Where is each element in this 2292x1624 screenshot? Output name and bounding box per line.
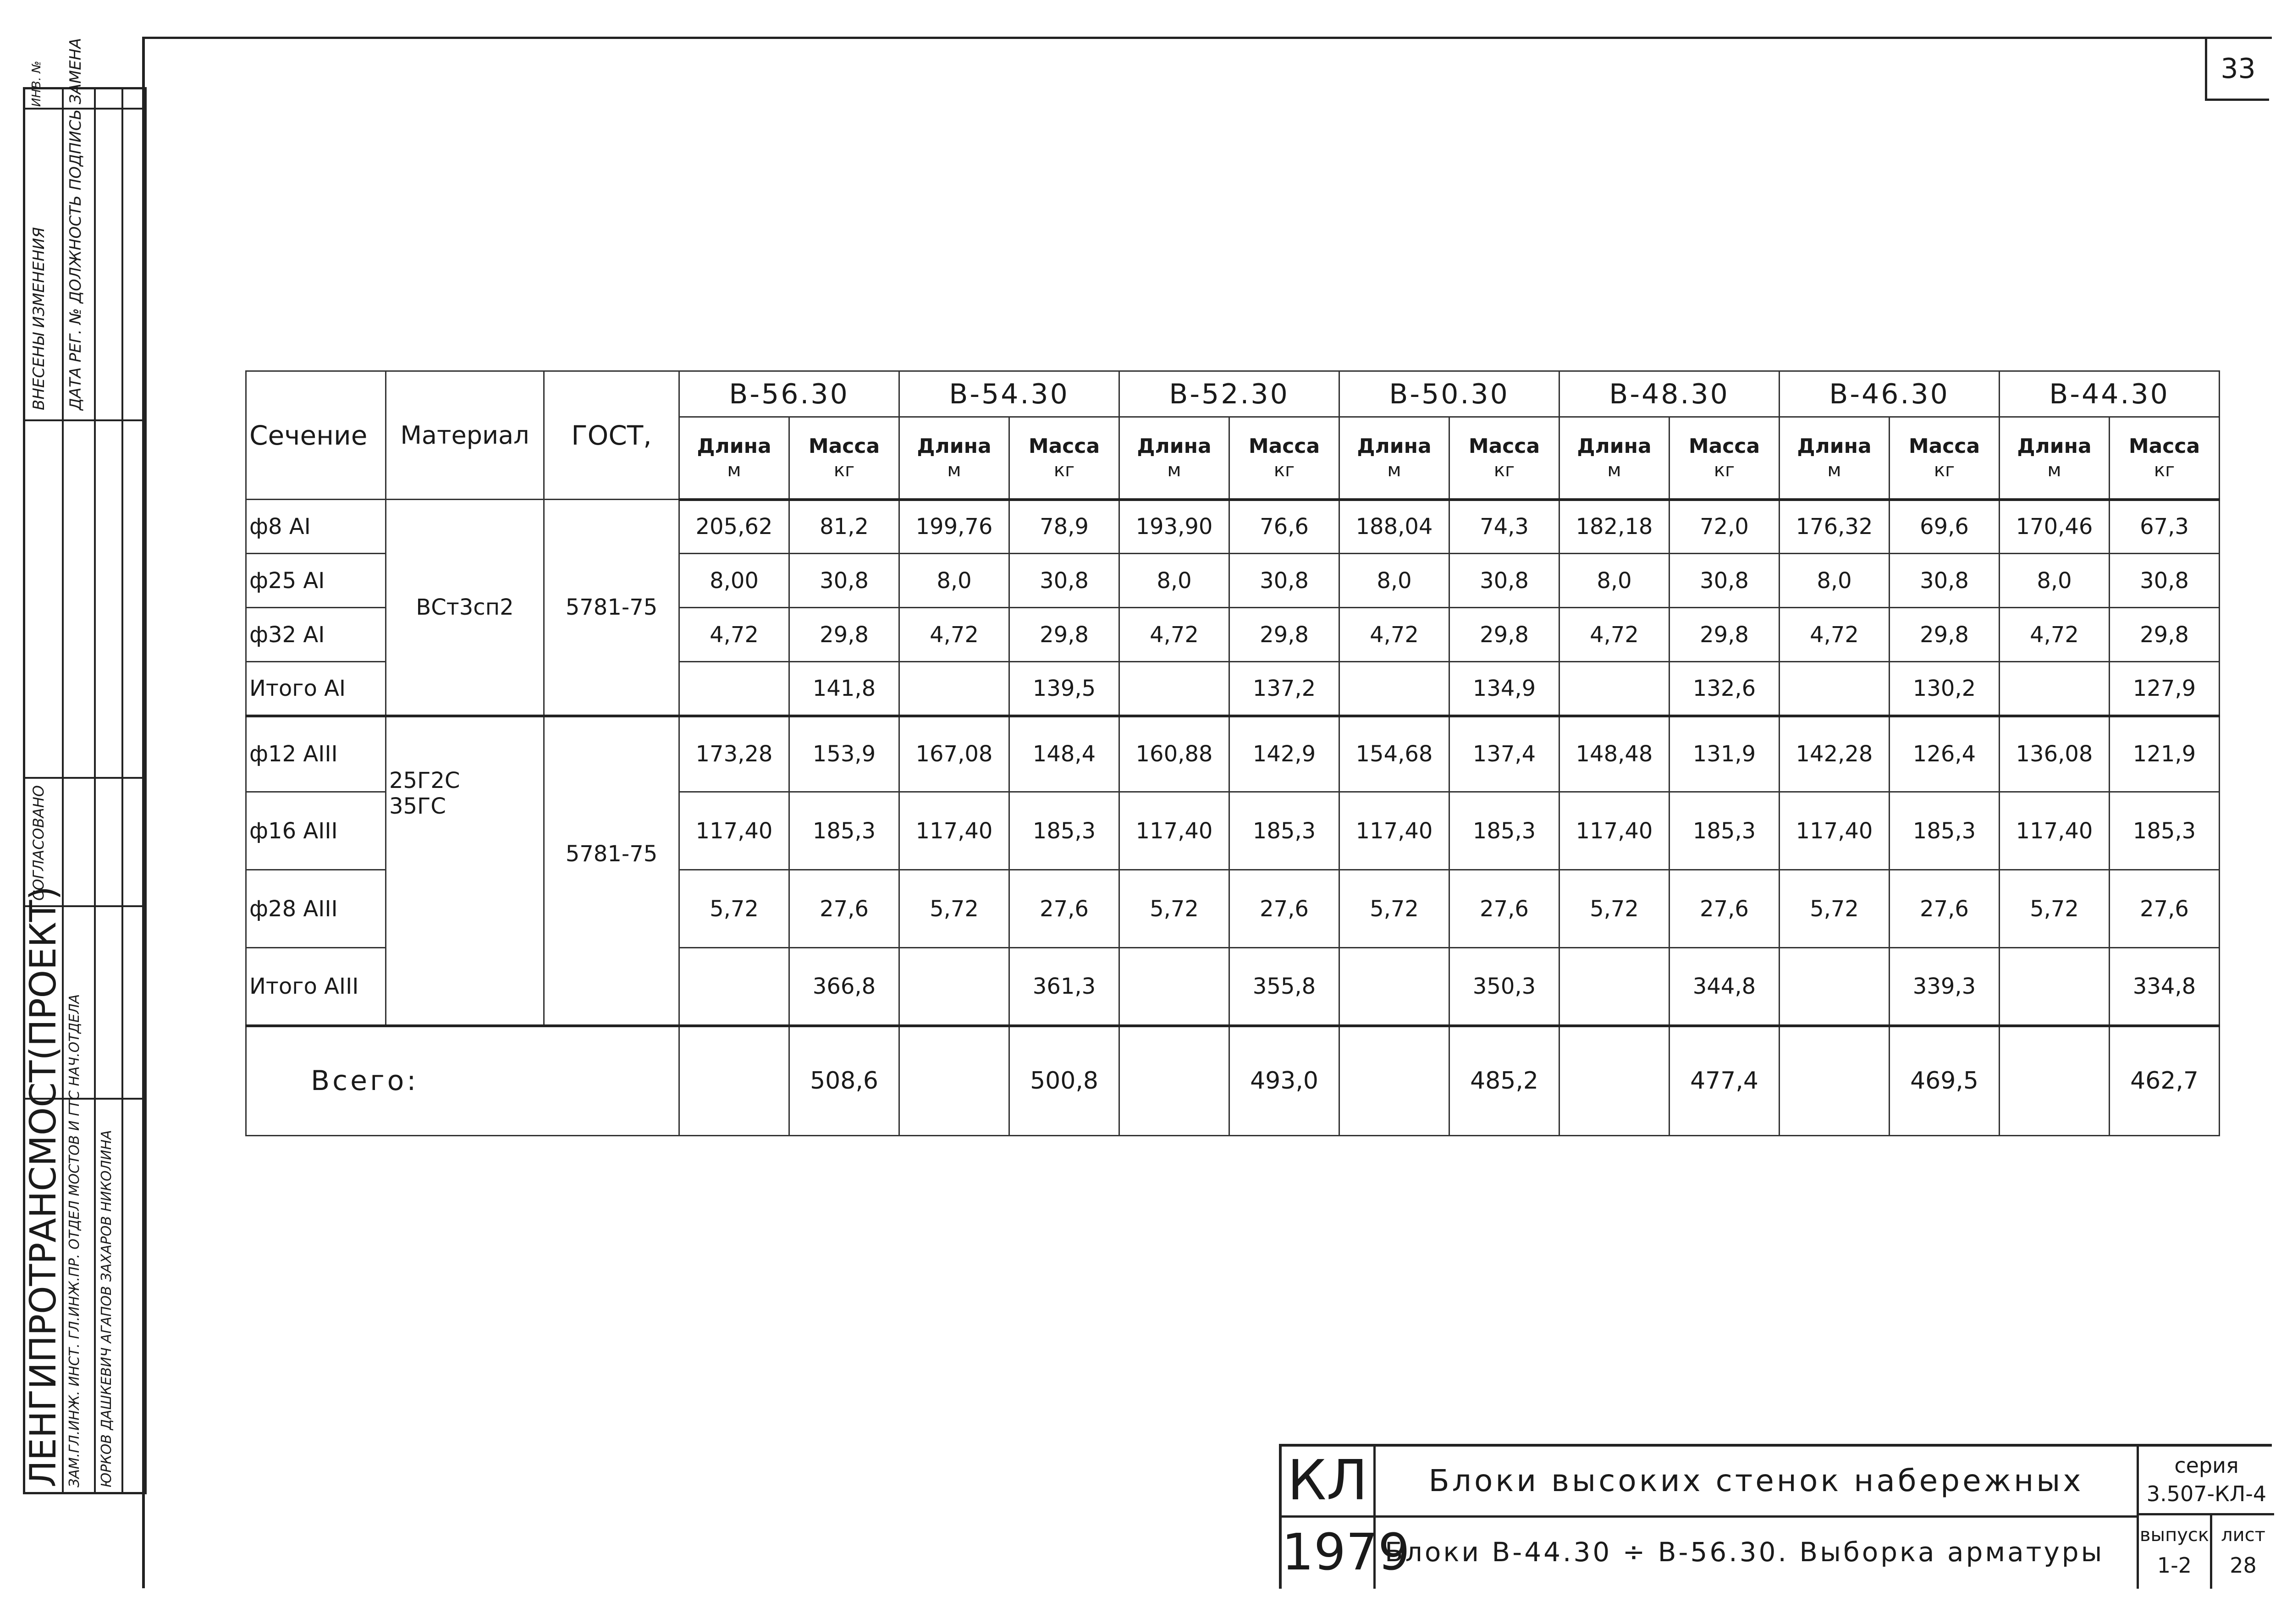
mass-cell: 132,6 [1669,662,1780,716]
length-cell: 5,72 [1119,870,1229,948]
length-cell: 117,40 [2000,792,2110,870]
series-label: серия [2174,1453,2239,1478]
total-length-cell [679,1026,789,1136]
length-cell: 117,40 [679,792,789,870]
mass-cell: 139,5 [1009,662,1119,716]
mass-cell: 361,3 [1009,948,1119,1026]
table-row [246,500,2220,554]
mass-cell: 29,8 [1009,608,1119,662]
mass-cell: 76,6 [1229,500,1339,554]
length-cell [899,662,1009,716]
mass-cell: 121,9 [2110,716,2220,792]
mass-cell: 27,6 [1669,870,1780,948]
length-cell: 205,62 [679,500,789,554]
total-mass-cell: 477,4 [1669,1026,1780,1136]
header-block: В-44.30 [2000,371,2220,417]
title-block [1279,1444,2272,1589]
length-cell: 136,08 [2000,716,2110,792]
length-cell: 117,40 [1559,792,1669,870]
mass-cell: 355,8 [1229,948,1339,1026]
length-cell: 4,72 [1119,608,1229,662]
length-cell [1339,662,1449,716]
changes-header: ВНЕСЕНЫ ИЗМЕНЕНИЯ [30,227,48,410]
length-cell [899,948,1009,1026]
mass-cell: 67,3 [2110,500,2220,554]
header-block: В-56.30 [679,371,899,417]
length-cell: 167,08 [899,716,1009,792]
header-section: Сечение [246,371,386,500]
mass-cell: 153,9 [789,716,899,792]
section-cell: ф32 АI [246,608,386,662]
mass-cell: 29,8 [1449,608,1559,662]
mass-cell: 78,9 [1009,500,1119,554]
section-cell: Итого АIII [246,948,386,1026]
sheet-label: лист [2221,1525,2265,1546]
header-mass: Масса кг [1669,417,1780,500]
total-length-cell [1559,1026,1669,1136]
length-cell: 4,72 [1780,608,1890,662]
length-cell: 8,0 [2000,554,2110,608]
total-row-group [246,1026,2220,1136]
mass-cell: 30,8 [1449,554,1559,608]
material-a1: ВСт3сп2 [386,500,544,716]
total-mass-cell: 469,5 [1890,1026,2000,1136]
length-cell: 8,0 [1559,554,1669,608]
total-length-cell [1119,1026,1229,1136]
rebar-specification-table [245,370,2220,1136]
stamp-roles: ЗАМ.ГЛ.ИНЖ. ИНСТ. ГЛ.ИНЖ.ПР. ОТДЕЛ МОСТОВ И ГТС НАЧ.ОТДЕЛА [66,994,83,1487]
header-mass: Масса кг [1449,417,1559,500]
page-number: 33 [2205,39,2269,101]
mass-cell: 137,2 [1229,662,1339,716]
gost-a1: 5781-75 [544,500,679,716]
stamp-top-label: ИНВ. № [30,61,44,107]
header-mass: Масса кг [1009,417,1119,500]
mass-cell: 344,8 [1669,948,1780,1026]
length-cell: 5,72 [2000,870,2110,948]
drawing-subtitle: Блоки В-44.30 ÷ В-56.30. Выборка арматуры [1385,1536,2105,1568]
header-mass: Масса кг [1229,417,1339,500]
mass-cell: 366,8 [789,948,899,1026]
material-a3-line2: 35ГС [389,793,446,819]
mass-cell: 30,8 [789,554,899,608]
length-cell [679,662,789,716]
length-cell: 117,40 [899,792,1009,870]
mass-cell: 339,3 [1890,948,2000,1026]
total-label: Всего: [246,1026,679,1136]
section-cell: Итого АI [246,662,386,716]
mass-cell: 29,8 [1229,608,1339,662]
table-row [246,716,2220,792]
mass-cell: 27,6 [1890,870,2000,948]
header-length: Длина м [1780,417,1890,500]
section-cell: ф28 АIII [246,870,386,948]
total-mass-cell: 493,0 [1229,1026,1339,1136]
mass-cell: 334,8 [2110,948,2220,1026]
length-cell [2000,662,2110,716]
length-cell [1559,948,1669,1026]
mass-cell: 30,8 [1669,554,1780,608]
mass-cell: 134,9 [1449,662,1559,716]
issue-label: выпуск [2139,1525,2209,1546]
material-a3-line1: 25Г2С [389,767,460,793]
material-a3 [386,716,544,1026]
length-cell: 160,88 [1119,716,1229,792]
length-cell: 182,18 [1559,500,1669,554]
mass-cell: 74,3 [1449,500,1559,554]
header-material: Материал [386,371,544,500]
length-cell: 117,40 [1780,792,1890,870]
length-cell [1339,948,1449,1026]
length-cell [679,948,789,1026]
length-cell: 173,28 [679,716,789,792]
length-cell [1780,948,1890,1026]
total-mass-cell: 485,2 [1449,1026,1559,1136]
length-cell [1119,662,1229,716]
mass-cell: 29,8 [789,608,899,662]
length-cell: 8,0 [1339,554,1449,608]
length-cell: 154,68 [1339,716,1449,792]
length-cell: 148,48 [1559,716,1669,792]
group-a3-rows [246,716,2220,1026]
mass-cell: 27,6 [2110,870,2220,948]
header-block: В-48.30 [1559,371,1780,417]
changes-columns: ДАТА РЕГ. № ДОЛЖНОСТЬ ПОДПИСЬ ЗАМЕНА [66,38,85,410]
header-block: В-46.30 [1780,371,2000,417]
length-cell: 4,72 [1339,608,1449,662]
length-cell: 4,72 [1559,608,1669,662]
total-mass-cell: 508,6 [789,1026,899,1136]
drawing-title: Блоки высоких стенок набережных [1376,1447,2137,1518]
mass-cell: 127,9 [2110,662,2220,716]
length-cell: 176,32 [1780,500,1890,554]
series-cell [2139,1447,2274,1515]
mass-cell: 185,3 [1669,792,1780,870]
issue-value: 1-2 [2157,1553,2192,1578]
issue-cell [2139,1515,2212,1589]
mass-cell: 29,8 [2110,608,2220,662]
gost-a3: 5781-75 [544,716,679,1026]
length-cell: 193,90 [1119,500,1229,554]
institute-name: ЛЕНГИПРОТРАНСМОСТ(ПРОЕКТ) [23,886,64,1487]
mass-cell: 185,3 [1229,792,1339,870]
left-stamp [23,38,147,1494]
mass-cell: 137,4 [1449,716,1559,792]
total-mass-cell: 462,7 [2110,1026,2220,1136]
mass-cell: 148,4 [1009,716,1119,792]
mass-cell: 185,3 [2110,792,2220,870]
section-cell: ф25 АI [246,554,386,608]
mass-cell: 69,6 [1890,500,2000,554]
mass-cell: 141,8 [789,662,899,716]
mass-cell: 27,6 [1009,870,1119,948]
length-cell: 142,28 [1780,716,1890,792]
length-cell: 5,72 [1780,870,1890,948]
header-length: Длина м [899,417,1009,500]
year: 1979 [1282,1515,1376,1589]
sheet-cell [2212,1515,2274,1589]
header-mass: Масса кг [2110,417,2220,500]
mass-cell: 185,3 [1890,792,2000,870]
header-block: В-50.30 [1339,371,1559,417]
section-cell: ф16 АIII [246,792,386,870]
total-length-cell [899,1026,1009,1136]
length-cell: 8,0 [899,554,1009,608]
length-cell: 5,72 [1559,870,1669,948]
sheet-value: 28 [2230,1553,2257,1578]
length-cell: 8,0 [1119,554,1229,608]
stamp-names: ЮРКОВ ДАШКЕВИЧ АГАПОВ ЗАХАРОВ НИКОЛИНА [99,1130,115,1487]
length-cell: 117,40 [1119,792,1229,870]
agreed-label: СОГЛАСОВАНО [30,785,47,901]
length-cell: 4,72 [899,608,1009,662]
mass-cell: 126,4 [1890,716,2000,792]
length-cell: 8,0 [1780,554,1890,608]
mass-cell: 185,3 [789,792,899,870]
group-a1-rows [246,500,2220,716]
header-block: В-54.30 [899,371,1119,417]
length-cell: 8,00 [679,554,789,608]
header-length: Длина м [2000,417,2110,500]
length-cell: 199,76 [899,500,1009,554]
length-cell [1119,948,1229,1026]
mass-cell: 30,8 [1229,554,1339,608]
mass-cell: 30,8 [1009,554,1119,608]
total-length-cell [2000,1026,2110,1136]
total-mass-cell: 500,8 [1009,1026,1119,1136]
length-cell [1559,662,1669,716]
mass-cell: 185,3 [1009,792,1119,870]
org-code: КЛ [1282,1447,1376,1518]
mass-cell: 72,0 [1669,500,1780,554]
total-row [246,1026,2220,1136]
length-cell: 4,72 [679,608,789,662]
header-length: Длина м [1339,417,1449,500]
mass-cell: 27,6 [1449,870,1559,948]
mass-cell: 29,8 [1669,608,1780,662]
header-length: Длина м [1119,417,1229,500]
mass-cell: 29,8 [1890,608,2000,662]
length-cell [2000,948,2110,1026]
mass-cell: 81,2 [789,500,899,554]
mass-cell: 185,3 [1449,792,1559,870]
header-mass: Масса кг [1890,417,2000,500]
length-cell: 5,72 [1339,870,1449,948]
header-length: Длина м [679,417,789,500]
length-cell: 4,72 [2000,608,2110,662]
section-cell: ф8 АI [246,500,386,554]
length-cell: 5,72 [679,870,789,948]
header-mass: Масса кг [789,417,899,500]
mass-cell: 350,3 [1449,948,1559,1026]
mass-cell: 142,9 [1229,716,1339,792]
header-gost: ГОСТ, [544,371,679,500]
mass-cell: 131,9 [1669,716,1780,792]
total-length-cell [1780,1026,1890,1136]
mass-cell: 30,8 [1890,554,2000,608]
length-cell: 170,46 [2000,500,2110,554]
section-cell: ф12 АIII [246,716,386,792]
mass-cell: 130,2 [1890,662,2000,716]
length-cell: 5,72 [899,870,1009,948]
length-cell [1780,662,1890,716]
series-value: 3.507-КЛ-4 [2146,1481,2267,1506]
header-length: Длина м [1559,417,1669,500]
total-length-cell [1339,1026,1449,1136]
length-cell: 117,40 [1339,792,1449,870]
mass-cell: 30,8 [2110,554,2220,608]
series-block [2137,1447,2274,1589]
length-cell: 188,04 [1339,500,1449,554]
header-block: В-52.30 [1119,371,1339,417]
mass-cell: 27,6 [789,870,899,948]
mass-cell: 27,6 [1229,870,1339,948]
